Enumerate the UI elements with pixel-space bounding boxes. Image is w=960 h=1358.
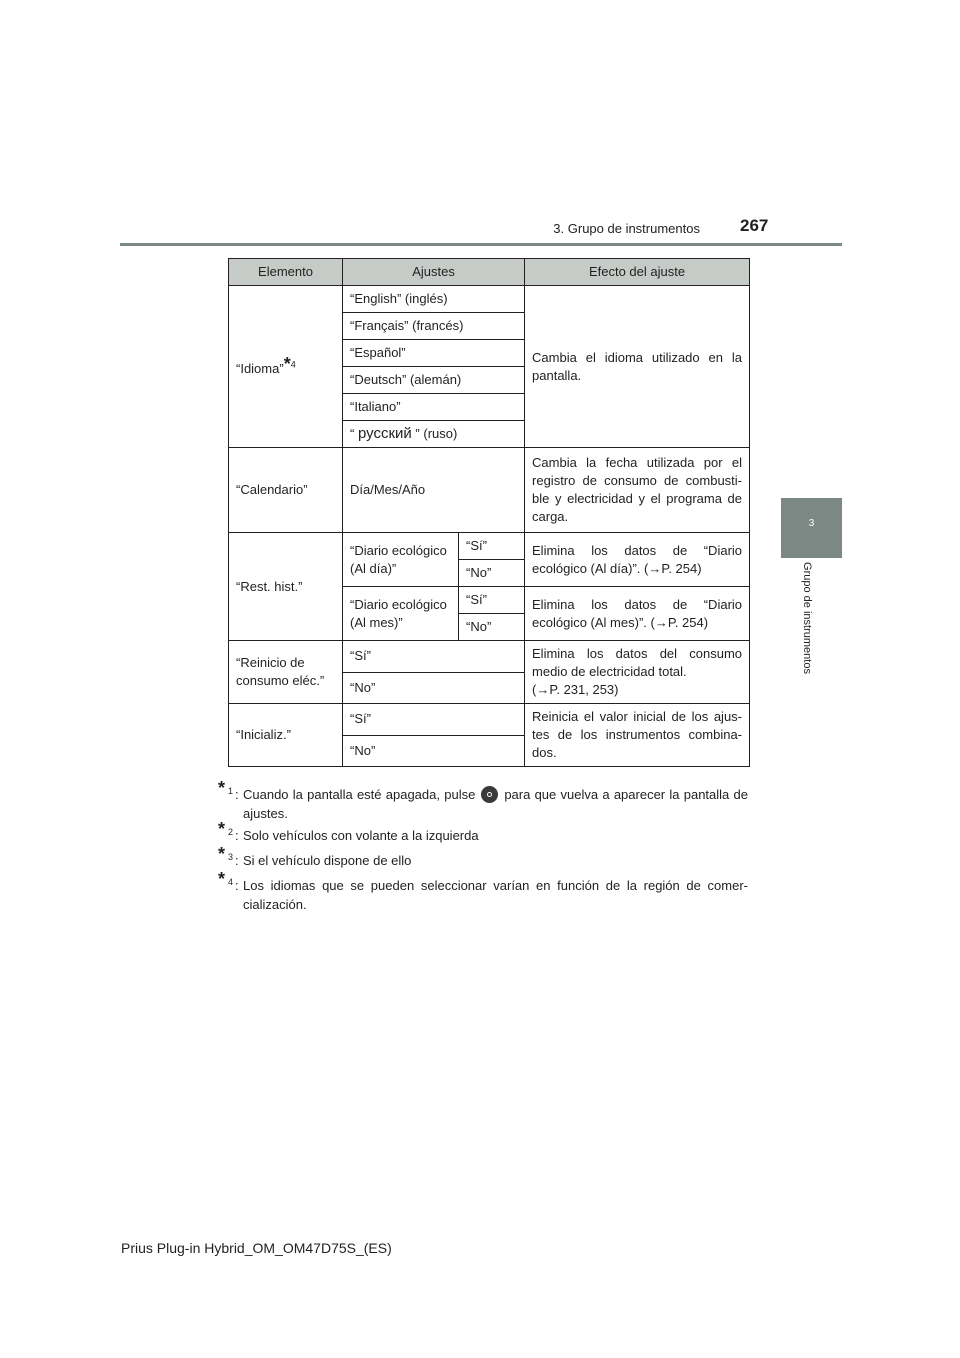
option-espanol: “Español” bbox=[343, 340, 525, 367]
page-number: 267 bbox=[740, 216, 769, 235]
footnote-text: Los idiomas que se pueden seleccionar varían en función de la región de comer-cialización. bbox=[243, 878, 748, 912]
footnote-number: 3 bbox=[228, 852, 234, 862]
reinicio-label: “Reinicio de consumo eléc.” bbox=[229, 641, 343, 704]
option-english: “English” (inglés) bbox=[343, 286, 525, 313]
header-efecto: Efecto del ajuste bbox=[525, 259, 750, 286]
footnote-text bbox=[243, 785, 748, 823]
diario-dia-no: “No” bbox=[459, 560, 525, 587]
diario-mes-effect: Elimina los datos de “Diario ecológico (Al mes)”. (→P. 254) bbox=[525, 587, 750, 641]
diario-dia-effect: Elimina los datos de “Diario ecológico (Al día)”. (→P. 254) bbox=[525, 533, 750, 587]
footnote-colon: : bbox=[235, 787, 239, 802]
diario-mes-no: “No” bbox=[459, 614, 525, 641]
calendario-effect: Cambia la fecha utilizada por el registro de consumo de combusti-ble y electricidad y el programa de carga. bbox=[525, 448, 750, 533]
inicializ-yes: “Sí” bbox=[343, 704, 525, 736]
diario-mes-yes: “Sí” bbox=[459, 587, 525, 614]
footnote-number: 4 bbox=[228, 877, 234, 887]
chapter-number: 3 bbox=[808, 518, 815, 529]
option-italiano: “Italiano” bbox=[343, 394, 525, 421]
header-ajustes: Ajustes bbox=[343, 259, 525, 286]
russian-word: русский bbox=[357, 425, 412, 442]
idioma-cell bbox=[229, 286, 343, 448]
table-row bbox=[229, 533, 750, 560]
footnote-colon: : bbox=[235, 878, 239, 893]
settings-table bbox=[228, 258, 750, 767]
idioma-label: “Idioma” bbox=[236, 361, 284, 376]
header-rule bbox=[120, 243, 842, 246]
footnote-1-after: para que vuelva a aparecer la pantalla de ajustes. bbox=[243, 787, 748, 821]
section-title: 3. Grupo de instrumentos bbox=[553, 221, 700, 236]
footnote-star: * bbox=[218, 819, 226, 839]
footnote-text: Solo vehículos con volante a la izquierda bbox=[243, 828, 479, 843]
reinicio-reference: (→P. 231, 253) bbox=[532, 682, 619, 697]
option-francais: “Français” (francés) bbox=[343, 313, 525, 340]
footnote-1 bbox=[218, 778, 748, 823]
diario-dia-label: “Diario ecológico (Al día)” bbox=[343, 533, 459, 587]
option-deutsch: “Deutsch” (alemán) bbox=[343, 367, 525, 394]
chapter-label: Grupo de instrumentos bbox=[801, 562, 813, 674]
footnote-3 bbox=[218, 844, 748, 870]
table-row bbox=[229, 641, 750, 673]
header-elemento: Elemento bbox=[229, 259, 343, 286]
reinicio-yes: “Sí” bbox=[343, 641, 525, 673]
footnote-text: Si el vehículo dispone de ello bbox=[243, 853, 412, 868]
footnote-1-before: Cuando la pantalla esté apagada, pulse bbox=[243, 787, 476, 802]
inicializ-label: “Inicializ.” bbox=[229, 704, 343, 767]
footnote-colon: : bbox=[235, 828, 239, 843]
table-row bbox=[229, 704, 750, 736]
diario-dia-yes: “Sí” bbox=[459, 533, 525, 560]
footnote-2 bbox=[218, 819, 748, 845]
russian-suffix: ” (ruso) bbox=[415, 426, 458, 441]
option-russian bbox=[343, 421, 525, 448]
table-row bbox=[229, 448, 750, 533]
footnote-number: 4 bbox=[290, 359, 296, 370]
footnote-star: * bbox=[283, 354, 291, 374]
footnote-colon: : bbox=[235, 853, 239, 868]
calendario-setting: Día/Mes/Año bbox=[343, 448, 525, 533]
quote-open: “ bbox=[350, 426, 355, 441]
calendario-label: “Calendario” bbox=[229, 448, 343, 533]
document-footer: Prius Plug-in Hybrid_OM_OM47D75S_(ES) bbox=[121, 1240, 392, 1256]
reinicio-effect-cell bbox=[525, 641, 750, 704]
power-switch-icon bbox=[481, 786, 498, 803]
footnote-star: * bbox=[218, 778, 226, 798]
footnote-number: 2 bbox=[228, 827, 234, 837]
footnote-star: * bbox=[218, 869, 226, 889]
inicializ-no: “No” bbox=[343, 735, 525, 767]
reinicio-no: “No” bbox=[343, 672, 525, 704]
footnote-4 bbox=[218, 869, 748, 914]
table-row bbox=[229, 286, 750, 313]
footnote-number: 1 bbox=[228, 786, 234, 796]
rest-label: “Rest. hist.” bbox=[229, 533, 343, 641]
footnote-star: * bbox=[218, 844, 226, 864]
idioma-effect: Cambia el idioma utilizado en la pantalla. bbox=[525, 286, 750, 448]
inicializ-effect: Reinicia el valor inicial de los ajus-tes de los instrumentos combina-dos. bbox=[525, 704, 750, 767]
diario-mes-label: “Diario ecológico (Al mes)” bbox=[343, 587, 459, 641]
reinicio-effect: Elimina los datos del consumo medio de electricidad total. bbox=[532, 646, 743, 679]
table-header-row bbox=[229, 259, 750, 286]
